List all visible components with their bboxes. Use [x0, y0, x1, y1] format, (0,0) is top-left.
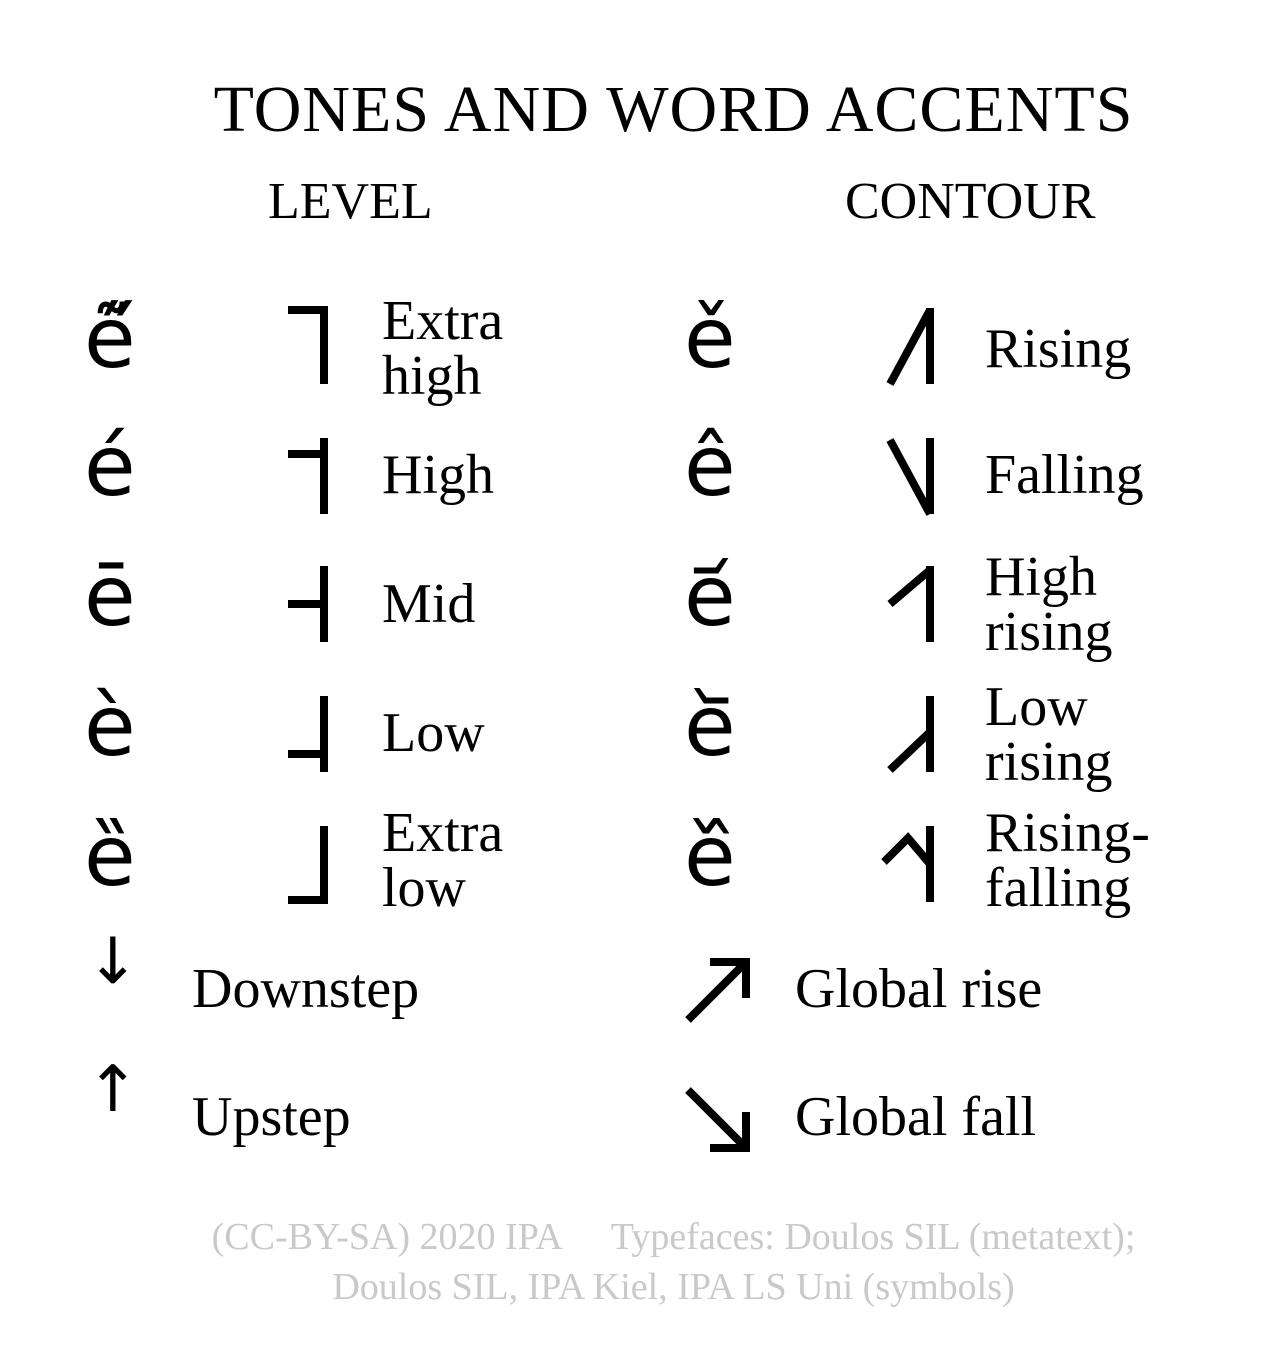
global-rise-arrow-icon: [680, 954, 754, 1028]
downstep-arrow-icon: ↓: [86, 925, 140, 999]
level-letter-extra-low: ȅ: [84, 807, 136, 905]
tone-extra-low-icon: [284, 822, 334, 908]
tone-high-rising-icon: [884, 562, 940, 648]
level-label-high: High: [382, 444, 494, 506]
tone-mid-icon: [284, 562, 334, 648]
level-letter-extra-high: ẽ̋: [84, 289, 136, 387]
footer: [0, 1212, 1267, 1312]
upstep-arrow-icon: ↑: [86, 1053, 140, 1127]
contour-label-high-rising: High rising: [985, 546, 1113, 663]
tone-low-rising-icon: [884, 692, 940, 778]
global-fall-arrow-icon: [680, 1082, 754, 1156]
contour-label-rising: Rising: [985, 318, 1132, 380]
level-label-extra-high: Extra high: [382, 290, 504, 407]
contour-label-rising-falling: Rising- falling: [985, 802, 1150, 919]
level-label-mid: Mid: [382, 573, 476, 635]
level-letter-high: é: [84, 417, 136, 515]
downstep-label: Downstep: [192, 958, 420, 1020]
footer-typefaces-line1: Typefaces: Doulos SIL (metatext);: [610, 1216, 1136, 1258]
contour-label-low-rising: Low rising: [985, 676, 1113, 793]
tone-low-icon: [284, 692, 334, 778]
tone-rising-icon: [884, 304, 940, 390]
contour-heading: CONTOUR: [845, 173, 1096, 230]
tone-extra-high-icon: [284, 304, 334, 390]
level-letter-low: è: [84, 677, 136, 775]
contour-letter-rising-falling: e᷈: [684, 807, 736, 905]
page-title: TONES AND WORD ACCENTS: [213, 73, 1134, 146]
level-label-extra-low: Extra low: [382, 802, 504, 919]
tone-falling-icon: [884, 434, 940, 520]
contour-letter-falling: ê: [684, 417, 736, 515]
upstep-label: Upstep: [192, 1086, 351, 1148]
global-fall-label: Global fall: [795, 1086, 1037, 1148]
footer-typefaces-line2: Doulos SIL, IPA Kiel, IPA LS Uni (symbols): [332, 1266, 1015, 1309]
contour-label-falling: Falling: [985, 444, 1144, 506]
contour-letter-low-rising: e᷅: [684, 677, 736, 775]
global-rise-label: Global rise: [795, 958, 1043, 1020]
level-label-low: Low: [382, 702, 485, 764]
footer-copyright: (CC-BY-SA) 2020 IPA: [211, 1216, 563, 1258]
contour-letter-rising: ě: [684, 289, 736, 387]
contour-letter-high-rising: e᷄: [684, 547, 736, 645]
tone-high-icon: [284, 434, 334, 520]
level-letter-mid: ē: [84, 547, 136, 645]
tone-rising-falling-icon: [878, 822, 940, 908]
level-heading: LEVEL: [268, 173, 433, 230]
